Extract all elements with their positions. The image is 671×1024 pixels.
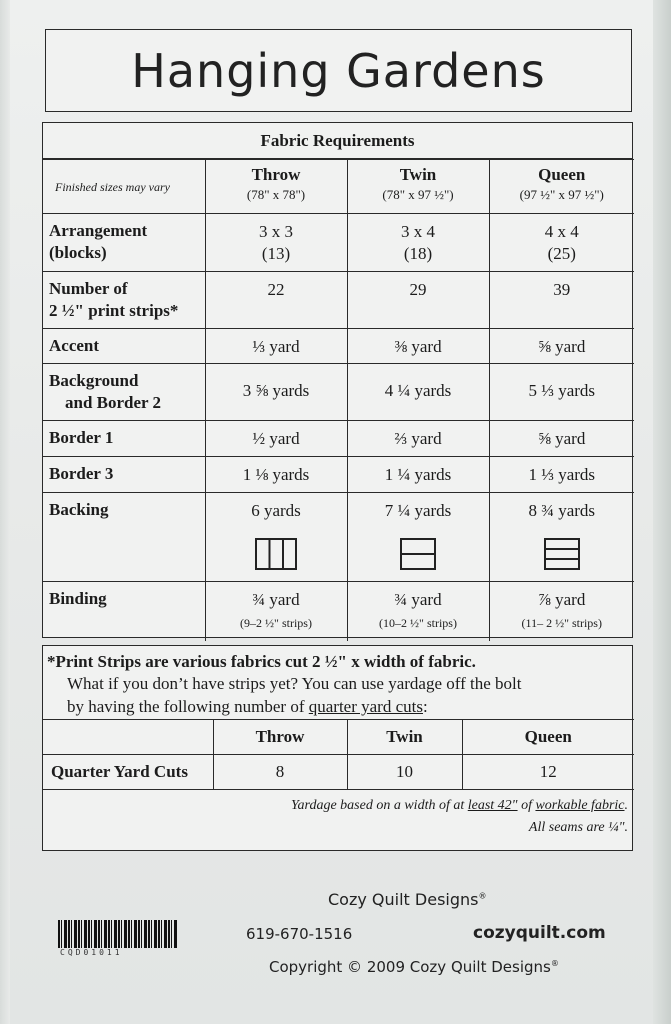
fabric-requirements-header: Fabric Requirements <box>43 123 632 159</box>
value: 8 ¾ yards <box>528 501 596 520</box>
row-label <box>43 421 205 457</box>
value: 22 <box>267 280 285 299</box>
backing-3-vertical-panels-icon <box>255 538 297 576</box>
print-strips-question: What if you don’t have strips yet? You can use yardage off the bolt <box>67 674 522 693</box>
row-label-line: Border 1 <box>49 428 114 447</box>
column-name: Queen <box>538 165 586 184</box>
value: 4 x 4 <box>544 222 579 241</box>
value-cell <box>205 582 347 641</box>
column-header: Twin <box>347 720 462 755</box>
value-detail: (9–2 ½" strips) <box>240 616 312 630</box>
website: cozyquilt.com <box>473 923 606 943</box>
column-twin <box>347 160 489 214</box>
row-label-line: Accent <box>49 336 100 355</box>
value: 1 ⅓ yards <box>528 465 596 484</box>
column-name: Twin <box>399 165 437 184</box>
size-header-row <box>43 160 634 214</box>
row-label <box>43 214 205 272</box>
value: 3 ⅝ yards <box>242 381 310 400</box>
row-label-line: Number of <box>49 279 128 298</box>
brand-name <box>328 890 486 909</box>
pattern-title: Hanging Gardens <box>131 43 546 98</box>
column-header: Throw <box>213 720 347 755</box>
row-label-line: (blocks) <box>49 243 107 262</box>
backing-3-horizontal-panels-icon <box>544 538 580 576</box>
value: ¾ yard <box>252 590 300 609</box>
row-label <box>43 272 205 329</box>
row-label-line: Backing <box>49 500 109 519</box>
value-cell <box>489 272 634 329</box>
value: ⅝ yard <box>538 337 586 356</box>
value-cell <box>489 457 634 493</box>
value-detail: (10–2 ½" strips) <box>379 616 457 630</box>
value: 1 ⅛ yards <box>242 465 310 484</box>
value: (13) <box>261 244 291 263</box>
value-cell <box>205 457 347 493</box>
size-note: Finished sizes may vary <box>55 180 170 194</box>
value-cell: 10 <box>347 755 462 790</box>
value-cell <box>347 272 489 329</box>
value-cell <box>347 493 489 582</box>
value-cell <box>489 329 634 364</box>
value: 6 yards <box>251 501 301 520</box>
note-underlined: workable fabric <box>535 798 625 813</box>
registered-mark: ® <box>550 959 559 968</box>
row-label-line: 2 ½" print strips* <box>49 301 179 320</box>
note-underlined: least 42" <box>467 798 518 813</box>
note-text: Yardage based on a width of at <box>291 798 468 813</box>
row-label-line: Background <box>49 371 139 390</box>
value: ⅔ yard <box>394 429 442 448</box>
value: ⅝ yard <box>538 429 586 448</box>
value-cell <box>205 272 347 329</box>
note-text: of <box>517 798 536 813</box>
table-row-backing <box>43 493 634 582</box>
yardage-note <box>291 795 628 839</box>
value-cell <box>347 364 489 421</box>
value-cell <box>347 582 489 641</box>
row-label <box>43 364 205 421</box>
value-cell <box>347 457 489 493</box>
value: 3 x 3 <box>259 222 293 241</box>
column-size: (97 ½" x 97 ½") <box>519 187 604 202</box>
value: (25) <box>547 244 576 263</box>
value: ⅜ yard <box>394 337 442 356</box>
value: ½ yard <box>252 429 300 448</box>
value: 39 <box>553 280 571 299</box>
barcode <box>58 920 178 948</box>
table-row-background <box>43 364 634 421</box>
copyright <box>269 958 559 976</box>
brand-text: Cozy Quilt Designs <box>328 890 479 909</box>
value: 4 ¼ yards <box>384 381 452 400</box>
quarter-yard-row <box>43 755 634 790</box>
row-label-line: Arrangement <box>49 221 148 240</box>
value-cell <box>489 582 634 641</box>
table-row-border-1 <box>43 421 634 457</box>
value-cell <box>489 214 634 272</box>
value-cell: 8 <box>213 755 347 790</box>
seams-note: All seams are ¼". <box>528 820 628 835</box>
column-header: Queen <box>462 720 634 755</box>
print-strips-instruction <box>67 697 428 717</box>
instruction-text: : <box>422 697 428 716</box>
row-label-line: and Border 2 <box>65 393 162 412</box>
table-row-arrangement <box>43 214 634 272</box>
column-throw <box>205 160 347 214</box>
fabric-requirements-table <box>42 122 633 638</box>
size-note-cell <box>43 160 205 214</box>
title-box <box>45 29 632 112</box>
copyright-text: Copyright © 2009 Cozy Quilt Designs <box>269 958 551 976</box>
table-row-binding <box>43 582 634 641</box>
footer <box>0 870 671 1024</box>
value-cell <box>347 214 489 272</box>
row-label <box>43 457 205 493</box>
note-text: . <box>624 798 628 813</box>
yardage-line <box>291 795 628 817</box>
quarter-yard-table <box>43 719 634 790</box>
value: 3 x 4 <box>401 222 435 241</box>
value: 5 ⅓ yards <box>528 381 596 400</box>
value: ⅞ yard <box>538 590 586 609</box>
value-cell: 12 <box>462 755 634 790</box>
value-cell <box>205 329 347 364</box>
value-cell <box>205 214 347 272</box>
value-cell <box>205 364 347 421</box>
row-label <box>43 329 205 364</box>
value-cell <box>205 421 347 457</box>
value-cell <box>347 329 489 364</box>
value: 29 <box>409 280 427 299</box>
column-size: (78" x 97 ½") <box>382 187 454 202</box>
print-strips-box <box>42 645 633 851</box>
row-label-line: Border 3 <box>49 464 114 483</box>
column-name: Throw <box>251 165 301 184</box>
value-cell <box>489 421 634 457</box>
phone-number: 619-670-1516 <box>246 925 353 943</box>
value-cell <box>489 493 634 582</box>
table-row-accent <box>43 329 634 364</box>
value: 7 ¼ yards <box>384 501 452 520</box>
row-label <box>43 493 205 582</box>
requirements-grid <box>43 159 634 641</box>
table-row-border-3 <box>43 457 634 493</box>
instruction-text: by having the following number of <box>67 697 309 716</box>
value: 1 ¼ yards <box>384 465 452 484</box>
instruction-underlined: quarter yard cuts <box>308 697 423 716</box>
value: (18) <box>403 244 433 263</box>
table-row-print-strips <box>43 272 634 329</box>
value: ⅓ yard <box>252 337 300 356</box>
value-detail: (11– 2 ½" strips) <box>521 616 602 630</box>
column-size: (78" x 78") <box>246 187 306 202</box>
row-label-line: Binding <box>49 589 107 608</box>
backing-2-horizontal-panels-icon <box>400 538 436 576</box>
row-label: Quarter Yard Cuts <box>43 755 213 790</box>
column-queen <box>489 160 634 214</box>
registered-mark: ® <box>478 891 487 901</box>
empty-cell <box>43 720 213 755</box>
quarter-yard-header-row <box>43 720 634 755</box>
value-cell <box>489 364 634 421</box>
value: ¾ yard <box>394 590 442 609</box>
barcode-number: CQD01011 <box>60 948 123 957</box>
print-strips-definition: *Print Strips are various fabrics cut 2 ½" x width of fabric. <box>47 652 476 671</box>
row-label <box>43 582 205 641</box>
value-cell <box>347 421 489 457</box>
value-cell <box>205 493 347 582</box>
